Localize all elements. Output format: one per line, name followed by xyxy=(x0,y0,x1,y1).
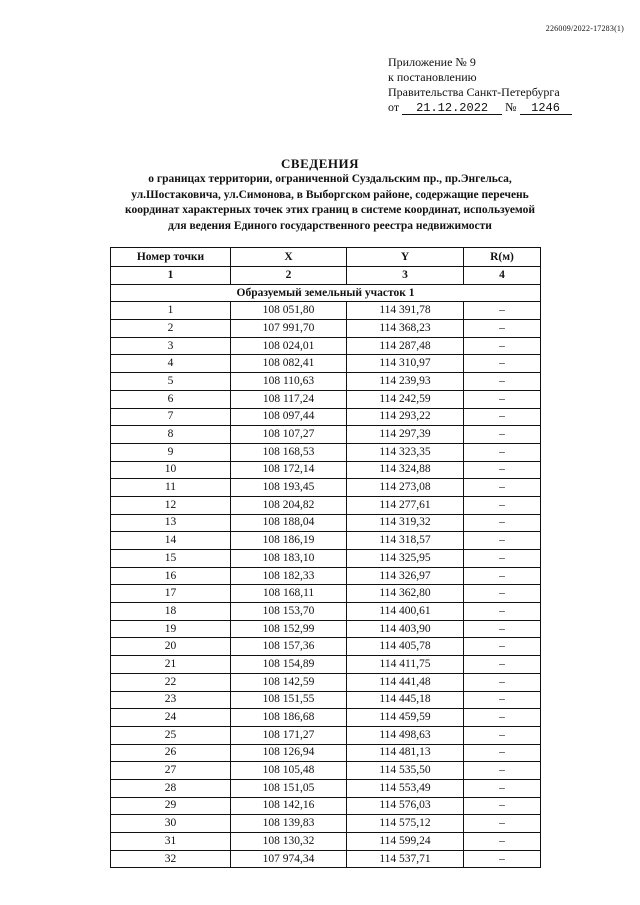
y-coordinate-cell: 114 273,08 xyxy=(347,479,464,497)
table-row xyxy=(111,355,541,373)
radius-cell: – xyxy=(464,850,541,868)
point-number-cell: 9 xyxy=(111,443,231,461)
x-coordinate-cell: 108 186,19 xyxy=(231,532,347,550)
header-y: Y xyxy=(347,248,464,267)
point-number-cell: 15 xyxy=(111,550,231,568)
point-number-cell: 8 xyxy=(111,426,231,444)
x-coordinate-cell: 108 051,80 xyxy=(231,302,347,320)
point-number-cell: 29 xyxy=(111,797,231,815)
x-coordinate-cell: 108 139,83 xyxy=(231,815,347,833)
y-coordinate-cell: 114 326,97 xyxy=(347,567,464,585)
resolution-date: 21.12.2022 xyxy=(402,102,502,115)
x-coordinate-cell: 108 154,89 xyxy=(231,656,347,674)
x-coordinate-cell: 108 168,53 xyxy=(231,443,347,461)
x-coordinate-cell: 108 117,24 xyxy=(231,390,347,408)
document-subtitle xyxy=(90,172,570,234)
table-row xyxy=(111,443,541,461)
radius-cell: – xyxy=(464,638,541,656)
radius-cell: – xyxy=(464,833,541,851)
table-row xyxy=(111,815,541,833)
table-row xyxy=(111,479,541,497)
y-coordinate-cell: 114 575,12 xyxy=(347,815,464,833)
table-row xyxy=(111,550,541,568)
point-number-cell: 23 xyxy=(111,691,231,709)
section-row xyxy=(111,284,541,302)
y-coordinate-cell: 114 293,22 xyxy=(347,408,464,426)
radius-cell: – xyxy=(464,691,541,709)
y-coordinate-cell: 114 323,35 xyxy=(347,443,464,461)
table-row xyxy=(111,833,541,851)
point-number-cell: 11 xyxy=(111,479,231,497)
y-coordinate-cell: 114 445,18 xyxy=(347,691,464,709)
point-number-cell: 3 xyxy=(111,337,231,355)
radius-cell: – xyxy=(464,779,541,797)
header-x: X xyxy=(231,248,347,267)
x-coordinate-cell: 108 152,99 xyxy=(231,620,347,638)
radius-cell: – xyxy=(464,355,541,373)
y-coordinate-cell: 114 287,48 xyxy=(347,337,464,355)
point-number-cell: 32 xyxy=(111,850,231,868)
table-row xyxy=(111,603,541,621)
date-from-label: от xyxy=(388,100,400,114)
table-row xyxy=(111,709,541,727)
y-coordinate-cell: 114 297,39 xyxy=(347,426,464,444)
y-coordinate-cell: 114 310,97 xyxy=(347,355,464,373)
x-coordinate-cell: 108 188,04 xyxy=(231,514,347,532)
header-radius: R(м) xyxy=(464,248,541,267)
y-coordinate-cell: 114 405,78 xyxy=(347,638,464,656)
x-coordinate-cell: 108 151,55 xyxy=(231,691,347,709)
table-row xyxy=(111,461,541,479)
radius-cell: – xyxy=(464,762,541,780)
table-row xyxy=(111,567,541,585)
x-coordinate-cell: 108 172,14 xyxy=(231,461,347,479)
y-coordinate-cell: 114 599,24 xyxy=(347,833,464,851)
table-row xyxy=(111,426,541,444)
y-coordinate-cell: 114 411,75 xyxy=(347,656,464,674)
y-coordinate-cell: 114 498,63 xyxy=(347,726,464,744)
y-coordinate-cell: 114 553,49 xyxy=(347,779,464,797)
radius-cell: – xyxy=(464,620,541,638)
table-row xyxy=(111,620,541,638)
subtitle-line: о границах территории, ограниченной Суздальским пр., пр.Энгельса, xyxy=(148,173,512,185)
y-coordinate-cell: 114 535,50 xyxy=(347,762,464,780)
x-coordinate-cell: 108 182,33 xyxy=(231,567,347,585)
point-number-cell: 5 xyxy=(111,373,231,391)
table-row xyxy=(111,691,541,709)
column-number-row xyxy=(111,267,541,285)
coordinates-table xyxy=(110,247,541,868)
y-coordinate-cell: 114 459,59 xyxy=(347,709,464,727)
radius-cell: – xyxy=(464,320,541,338)
radius-cell: – xyxy=(464,390,541,408)
header-point-number: Номер точки xyxy=(111,248,231,267)
point-number-cell: 14 xyxy=(111,532,231,550)
point-number-cell: 28 xyxy=(111,779,231,797)
radius-cell: – xyxy=(464,408,541,426)
radius-cell: – xyxy=(464,532,541,550)
x-coordinate-cell: 108 157,36 xyxy=(231,638,347,656)
appendix-block xyxy=(388,55,572,115)
radius-cell: – xyxy=(464,479,541,497)
y-coordinate-cell: 114 239,93 xyxy=(347,373,464,391)
number-label: № xyxy=(505,100,517,114)
point-number-cell: 31 xyxy=(111,833,231,851)
table-row xyxy=(111,408,541,426)
point-number-cell: 4 xyxy=(111,355,231,373)
x-coordinate-cell: 108 204,82 xyxy=(231,496,347,514)
y-coordinate-cell: 114 400,61 xyxy=(347,603,464,621)
point-number-cell: 6 xyxy=(111,390,231,408)
x-coordinate-cell: 107 991,70 xyxy=(231,320,347,338)
x-coordinate-cell: 108 168,11 xyxy=(231,585,347,603)
y-coordinate-cell: 114 319,32 xyxy=(347,514,464,532)
point-number-cell: 16 xyxy=(111,567,231,585)
x-coordinate-cell: 108 097,44 xyxy=(231,408,347,426)
point-number-cell: 18 xyxy=(111,603,231,621)
section-title: Образуемый земельный участок 1 xyxy=(111,284,541,302)
point-number-cell: 10 xyxy=(111,461,231,479)
x-coordinate-cell: 108 130,32 xyxy=(231,833,347,851)
radius-cell: – xyxy=(464,443,541,461)
radius-cell: – xyxy=(464,337,541,355)
radius-cell: – xyxy=(464,567,541,585)
x-coordinate-cell: 107 974,34 xyxy=(231,850,347,868)
point-number-cell: 27 xyxy=(111,762,231,780)
table-row xyxy=(111,762,541,780)
y-coordinate-cell: 114 242,59 xyxy=(347,390,464,408)
table-row xyxy=(111,337,541,355)
point-number-cell: 1 xyxy=(111,302,231,320)
x-coordinate-cell: 108 024,01 xyxy=(231,337,347,355)
table-row xyxy=(111,638,541,656)
point-number-cell: 26 xyxy=(111,744,231,762)
table-row xyxy=(111,673,541,691)
x-coordinate-cell: 108 110,63 xyxy=(231,373,347,391)
x-coordinate-cell: 108 186,68 xyxy=(231,709,347,727)
y-coordinate-cell: 114 481,13 xyxy=(347,744,464,762)
document-id: 226009/2022-17283(1) xyxy=(545,24,624,33)
point-number-cell: 20 xyxy=(111,638,231,656)
x-coordinate-cell: 108 153,70 xyxy=(231,603,347,621)
table-row xyxy=(111,390,541,408)
y-coordinate-cell: 114 441,48 xyxy=(347,673,464,691)
point-number-cell: 13 xyxy=(111,514,231,532)
subtitle-line: для ведения Единого государственного реестра недвижимости xyxy=(168,219,492,232)
radius-cell: – xyxy=(464,426,541,444)
y-coordinate-cell: 114 277,61 xyxy=(347,496,464,514)
table-row xyxy=(111,585,541,603)
radius-cell: – xyxy=(464,302,541,320)
appendix-resolution-label: к постановлению xyxy=(388,70,477,84)
point-number-cell: 30 xyxy=(111,815,231,833)
x-coordinate-cell: 108 142,59 xyxy=(231,673,347,691)
y-coordinate-cell: 114 576,03 xyxy=(347,797,464,815)
table-row xyxy=(111,514,541,532)
point-number-cell: 22 xyxy=(111,673,231,691)
appendix-date-line xyxy=(388,100,572,115)
table-row xyxy=(111,320,541,338)
point-number-cell: 19 xyxy=(111,620,231,638)
x-coordinate-cell: 108 082,41 xyxy=(231,355,347,373)
radius-cell: – xyxy=(464,744,541,762)
table-row xyxy=(111,797,541,815)
resolution-number: 1246 xyxy=(520,102,572,115)
table-row xyxy=(111,656,541,674)
x-coordinate-cell: 108 107,27 xyxy=(231,426,347,444)
appendix-number: Приложение № 9 xyxy=(388,55,476,69)
column-number: 2 xyxy=(231,267,347,285)
radius-cell: – xyxy=(464,603,541,621)
x-coordinate-cell: 108 105,48 xyxy=(231,762,347,780)
point-number-cell: 17 xyxy=(111,585,231,603)
radius-cell: – xyxy=(464,797,541,815)
x-coordinate-cell: 108 193,45 xyxy=(231,479,347,497)
table-row xyxy=(111,302,541,320)
document-heading: СВЕДЕНИЯ xyxy=(281,156,359,171)
radius-cell: – xyxy=(464,726,541,744)
subtitle-line: ул.Шостаковича, ул.Симонова, в Выборгском районе, содержащие перечень xyxy=(131,188,529,201)
column-number: 1 xyxy=(111,267,231,285)
radius-cell: – xyxy=(464,496,541,514)
radius-cell: – xyxy=(464,673,541,691)
point-number-cell: 2 xyxy=(111,320,231,338)
table-row xyxy=(111,779,541,797)
x-coordinate-cell: 108 171,27 xyxy=(231,726,347,744)
x-coordinate-cell: 108 151,05 xyxy=(231,779,347,797)
x-coordinate-cell: 108 142,16 xyxy=(231,797,347,815)
point-number-cell: 12 xyxy=(111,496,231,514)
radius-cell: – xyxy=(464,373,541,391)
table-header-row xyxy=(111,248,541,267)
point-number-cell: 21 xyxy=(111,656,231,674)
appendix-government: Правительства Санкт-Петербурга xyxy=(388,85,560,99)
point-number-cell: 7 xyxy=(111,408,231,426)
subtitle-line: координат характерных точек этих границ в системе координат, используемой xyxy=(125,204,535,216)
radius-cell: – xyxy=(464,656,541,674)
table-row xyxy=(111,496,541,514)
y-coordinate-cell: 114 362,80 xyxy=(347,585,464,603)
y-coordinate-cell: 114 318,57 xyxy=(347,532,464,550)
radius-cell: – xyxy=(464,815,541,833)
radius-cell: – xyxy=(464,514,541,532)
y-coordinate-cell: 114 403,90 xyxy=(347,620,464,638)
y-coordinate-cell: 114 537,71 xyxy=(347,850,464,868)
table-row xyxy=(111,726,541,744)
column-number: 4 xyxy=(464,267,541,285)
column-number: 3 xyxy=(347,267,464,285)
table-row xyxy=(111,850,541,868)
y-coordinate-cell: 114 391,78 xyxy=(347,302,464,320)
y-coordinate-cell: 114 368,23 xyxy=(347,320,464,338)
table-row xyxy=(111,532,541,550)
table-row xyxy=(111,744,541,762)
radius-cell: – xyxy=(464,461,541,479)
y-coordinate-cell: 114 324,88 xyxy=(347,461,464,479)
x-coordinate-cell: 108 183,10 xyxy=(231,550,347,568)
radius-cell: – xyxy=(464,550,541,568)
radius-cell: – xyxy=(464,709,541,727)
point-number-cell: 24 xyxy=(111,709,231,727)
table-row xyxy=(111,373,541,391)
x-coordinate-cell: 108 126,94 xyxy=(231,744,347,762)
table-body xyxy=(111,267,541,868)
point-number-cell: 25 xyxy=(111,726,231,744)
y-coordinate-cell: 114 325,95 xyxy=(347,550,464,568)
radius-cell: – xyxy=(464,585,541,603)
